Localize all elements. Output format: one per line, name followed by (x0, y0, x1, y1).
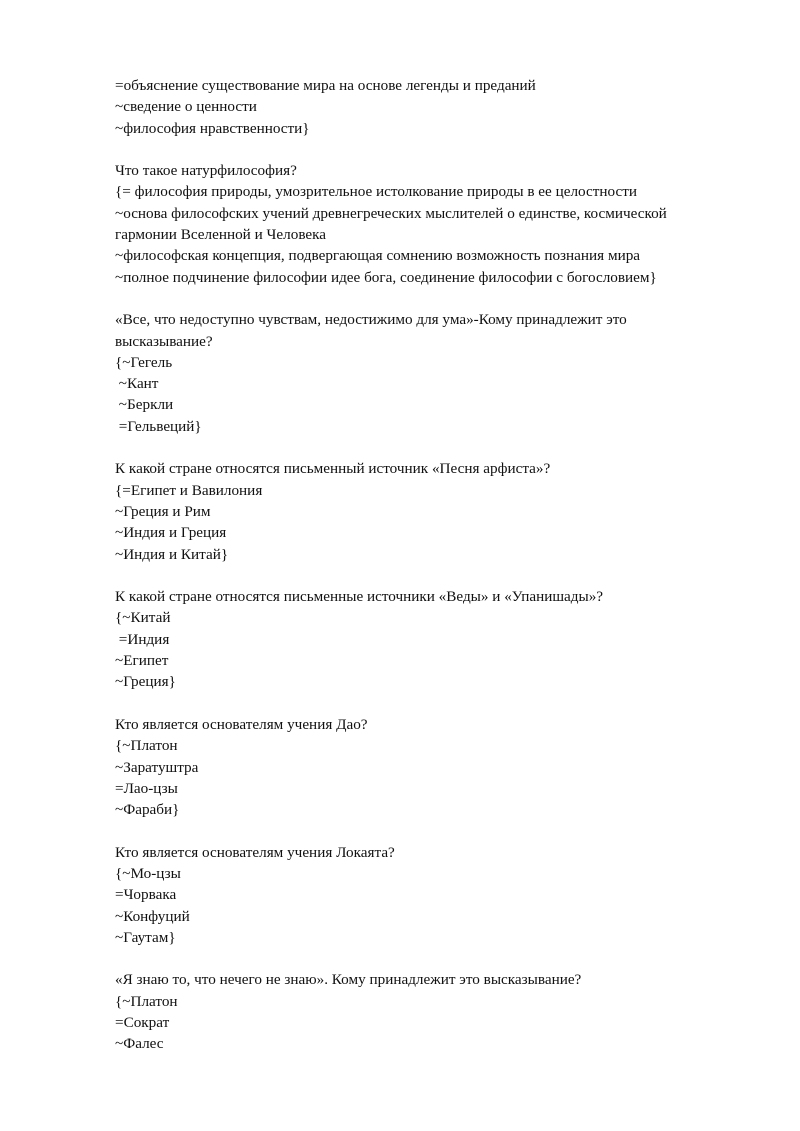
text-line: ~Греция и Рим (115, 502, 211, 520)
text-line: гармонии Вселенной и Человека (115, 226, 327, 244)
text-line: =Чорвака (115, 886, 177, 904)
text-line: «Я знаю то, что нечего не знаю». Кому принадлежит это высказывание? (115, 971, 582, 989)
text-line: ~Беркли (115, 396, 174, 414)
text-line: ~Заратуштра (115, 758, 199, 776)
text-line: ~Фараби} (115, 801, 180, 819)
text-line: {~Платон (115, 992, 178, 1010)
text-line: Что такое натурфилософия? (115, 162, 297, 180)
blank-line (115, 139, 715, 160)
text-line: =Индия (115, 630, 170, 648)
text-line: ~полное подчинение философии идее бога, соединение философии с богословием} (115, 268, 657, 286)
text-line: {~Мо-цзы (115, 864, 181, 882)
text-line: {~Китай (115, 609, 171, 627)
text-line: =объяснение существование мира на основе легенды и преданий (115, 77, 536, 94)
text-line: {=Египет и Вавилония (115, 481, 263, 499)
text-line: «Все, что недоступно чувствам, недостижимо для ума»-Кому принадлежит это (115, 311, 627, 329)
text-line: К какой стране относятся письменный источник «Песня арфиста»? (115, 460, 551, 478)
text-line: высказывание? (115, 332, 213, 350)
text-line: =Гельвеций} (115, 417, 202, 435)
text-line: К какой стране относятся письменные источники «Веды» и «Упанишады»? (115, 588, 604, 606)
blank-line (115, 948, 715, 969)
text-line: ~Индия и Китай} (115, 545, 229, 563)
text-line: ~Гаутам} (115, 928, 176, 946)
text-line: ~Греция} (115, 673, 176, 691)
blank-line (115, 693, 715, 714)
text-line: ~основа философских учений древнегреческих мыслителей о единстве, космической (115, 204, 667, 222)
text-line: ~Египет (115, 652, 169, 670)
blank-line (115, 437, 715, 458)
text-line: {~Гегель (115, 353, 173, 371)
text-line: ~Кант (115, 375, 159, 393)
text-line: ~Фалес (115, 1035, 164, 1053)
blank-line (115, 288, 715, 309)
text-line: ~Индия и Греция (115, 524, 227, 542)
text-line: Кто является основателям учения Дао? (115, 715, 368, 733)
text-line: =Лао-цзы (115, 779, 178, 797)
text-line: ~Конфуций (115, 907, 190, 925)
text-line: {~Платон (115, 737, 178, 755)
blank-line (115, 565, 715, 586)
text-line: =Сократ (115, 1014, 170, 1032)
text-line: ~философская концепция, подвергающая сомнению возможность познания мира (115, 247, 641, 265)
text-line: ~философия нравственности} (115, 119, 310, 137)
text-line: {= философия природы, умозрительное истолкование природы в ее целостности (115, 183, 637, 201)
document-text (115, 75, 715, 1055)
text-line: Кто является основателям учения Локаята? (115, 843, 395, 861)
blank-line (115, 820, 715, 841)
text-line: ~сведение о ценности (115, 98, 257, 116)
